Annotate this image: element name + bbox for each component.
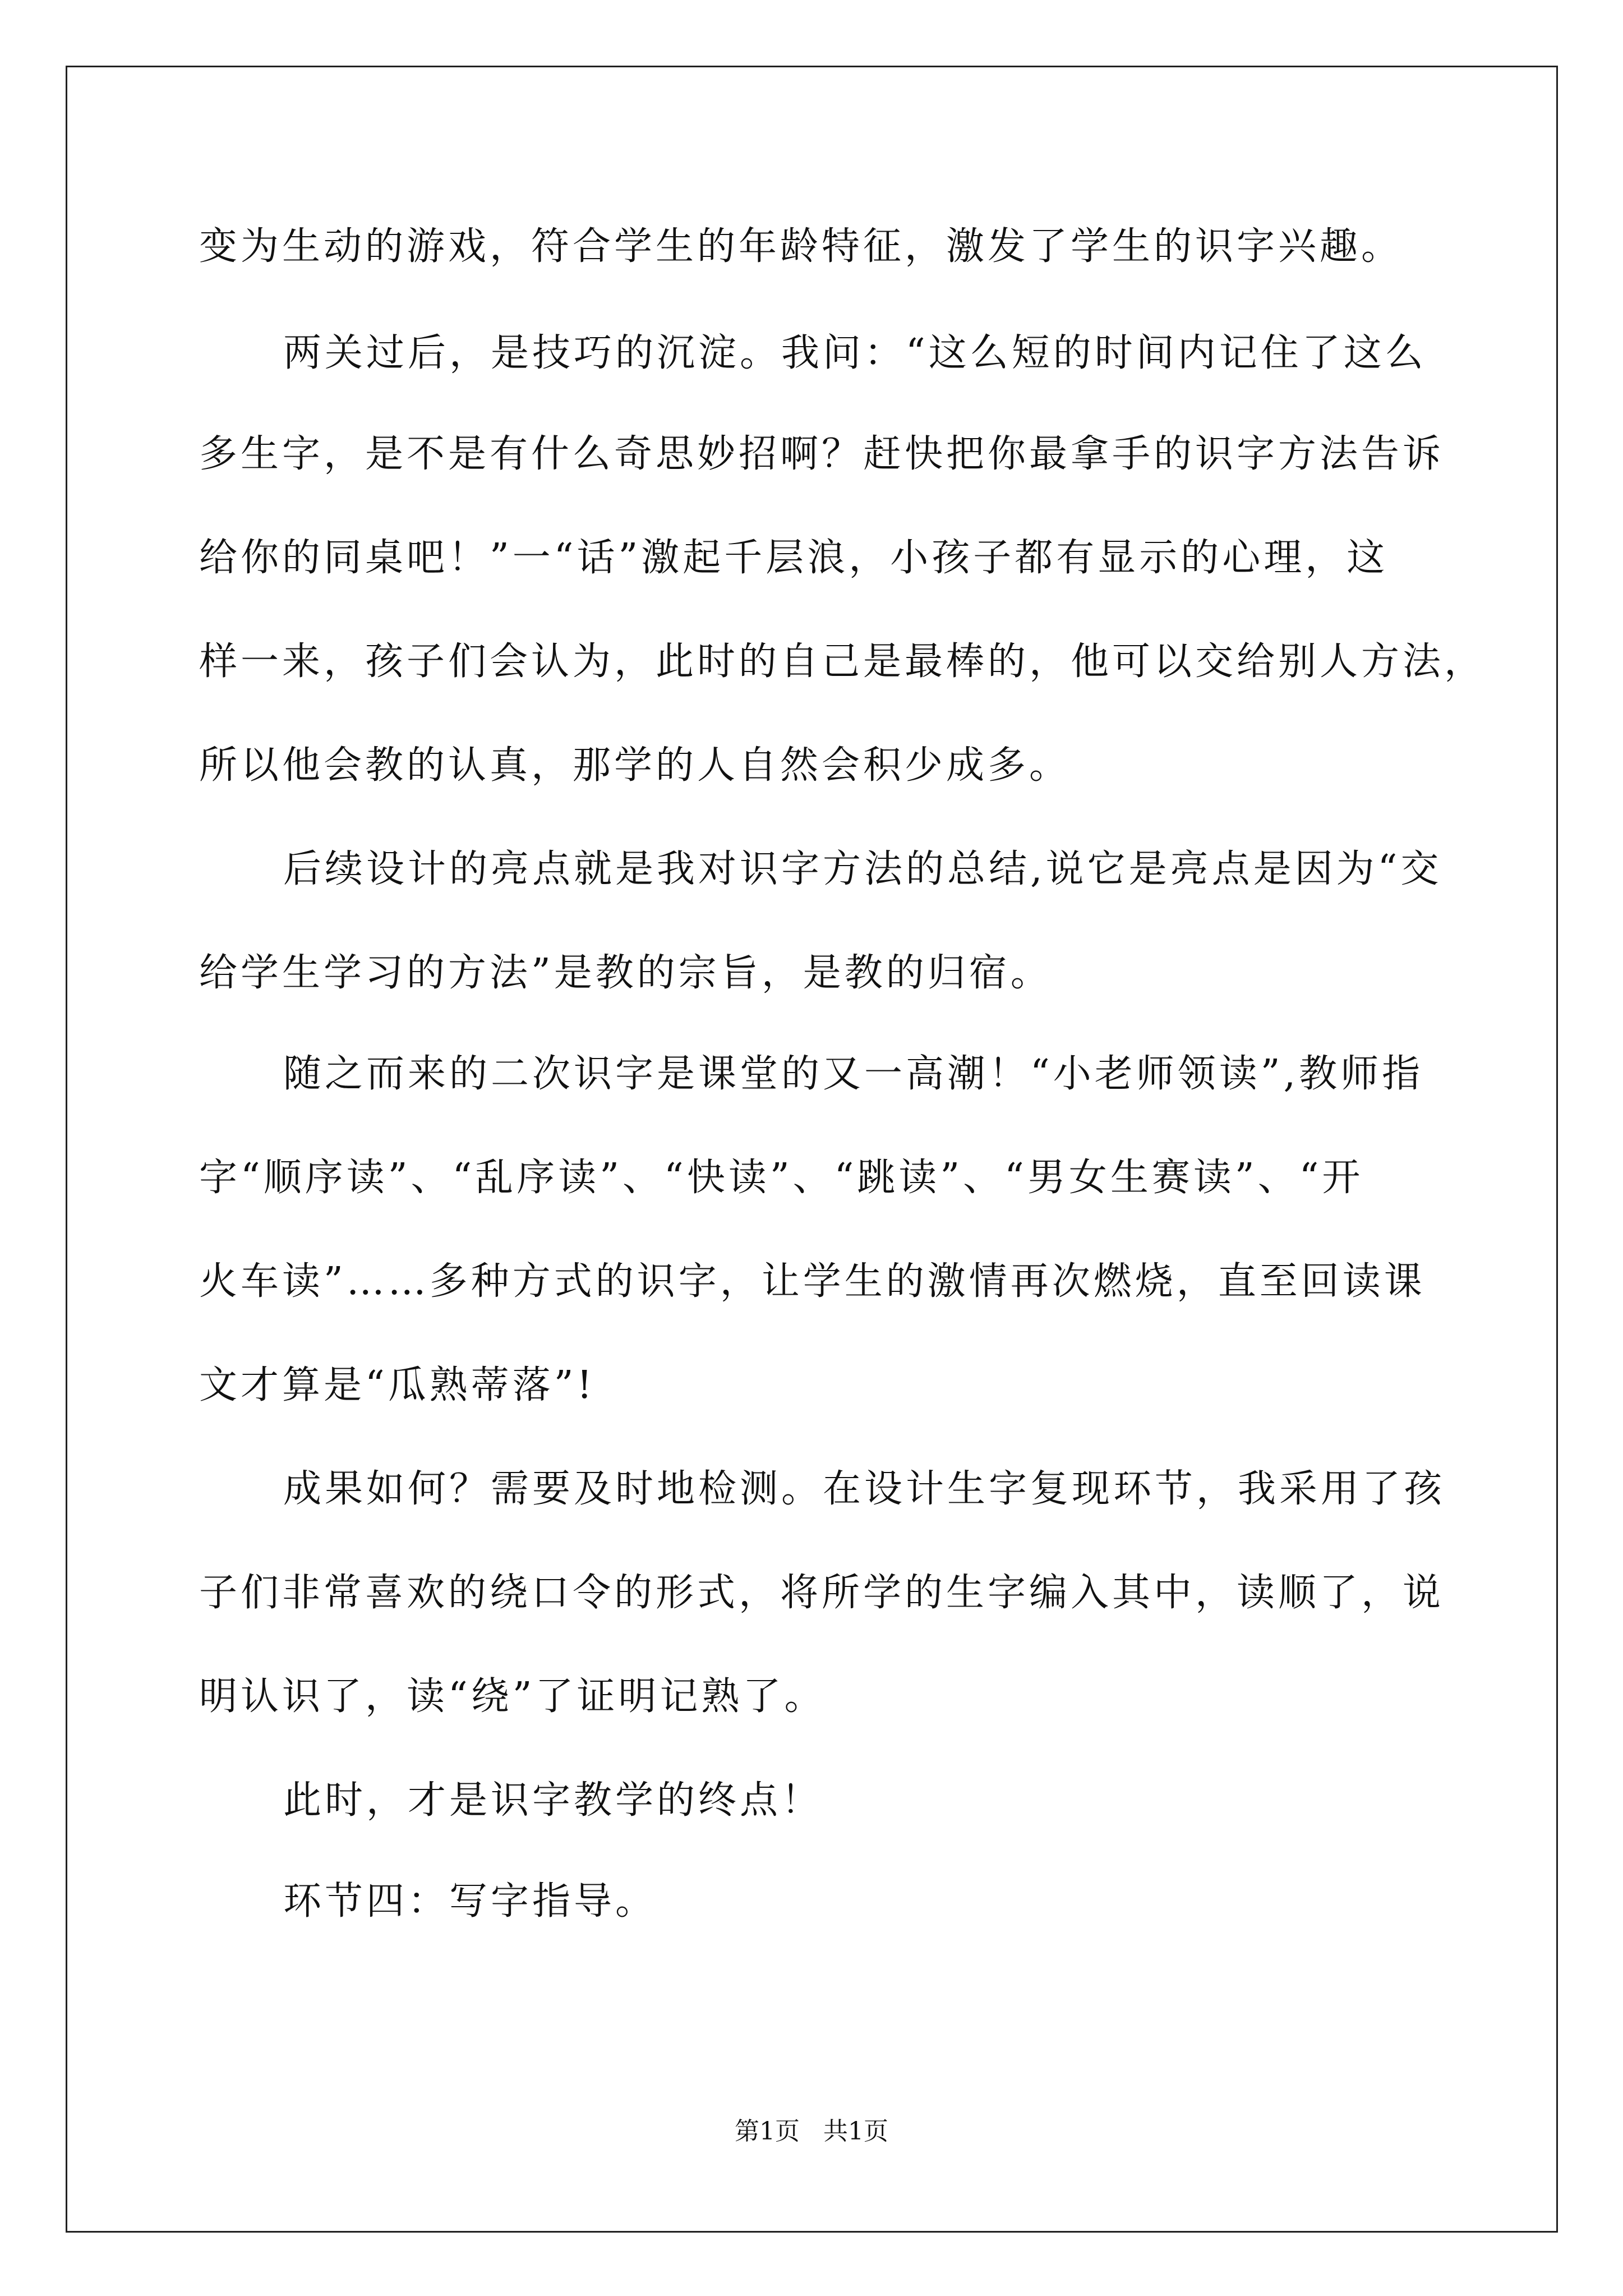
text-line: 文才算是“瓜熟蒂落”! (199, 1363, 596, 1407)
paragraph-first-line: 随之而来的二次识字是课堂的又一高潮！“小老师领读”,教师指 (283, 1052, 1424, 1096)
paragraph-first-line: 成果如何？需要及时地检测。在设计生字复现环节，我采用了孩 (283, 1467, 1446, 1511)
paragraph-first-line: 此时，才是识字教学的终点！ (283, 1778, 823, 1823)
text-line: 多生字，是不是有什么奇思妙招啊？赶快把你最拿手的识字方法告诉 (199, 432, 1445, 476)
text-line: 所以他会教的认真，那学的人自然会积少成多。 (199, 743, 1071, 788)
text-line: 样一来，孩子们会认为，此时的自己是最棒的，他可以交给别人方法， (199, 639, 1486, 684)
paragraph-first-line: 后续设计的亮点就是我对识字方法的总结,说它是亮点是因为“交 (283, 847, 1442, 891)
text-line: 明认识了，读“绕”了证明记熟了。 (199, 1674, 826, 1719)
text-line: 子们非常喜欢的绕口令的形式，将所学的生字编入其中，读顺了，说 (199, 1571, 1445, 1615)
text-line: 给学生学习的方法”是教的宗旨，是教的归宿。 (199, 951, 1052, 995)
text-line: 给你的同桌吧！”一“话”激起千层浪，小孩子都有显示的心理，这 (199, 536, 1389, 580)
text-line: 字“顺序读”、“乱序读”、“快读”、“跳读”、“男女生赛读”、“开 (199, 1156, 1364, 1200)
paragraph-first-line: 两关过后，是技巧的沉淀。我问：“这么短的时间内记住了这么 (283, 331, 1427, 375)
page-number-footer: 第1页 共1页 (735, 2117, 888, 2146)
text-line: 火车读”……多种方式的识字，让学生的激情再次燃烧，直至回读课 (199, 1259, 1426, 1304)
text-line: 变为生动的游戏，符合学生的年龄特征，激发了学生的识字兴趣。 (199, 224, 1403, 269)
section-heading: 环节四：写字指导。 (283, 1879, 657, 1924)
